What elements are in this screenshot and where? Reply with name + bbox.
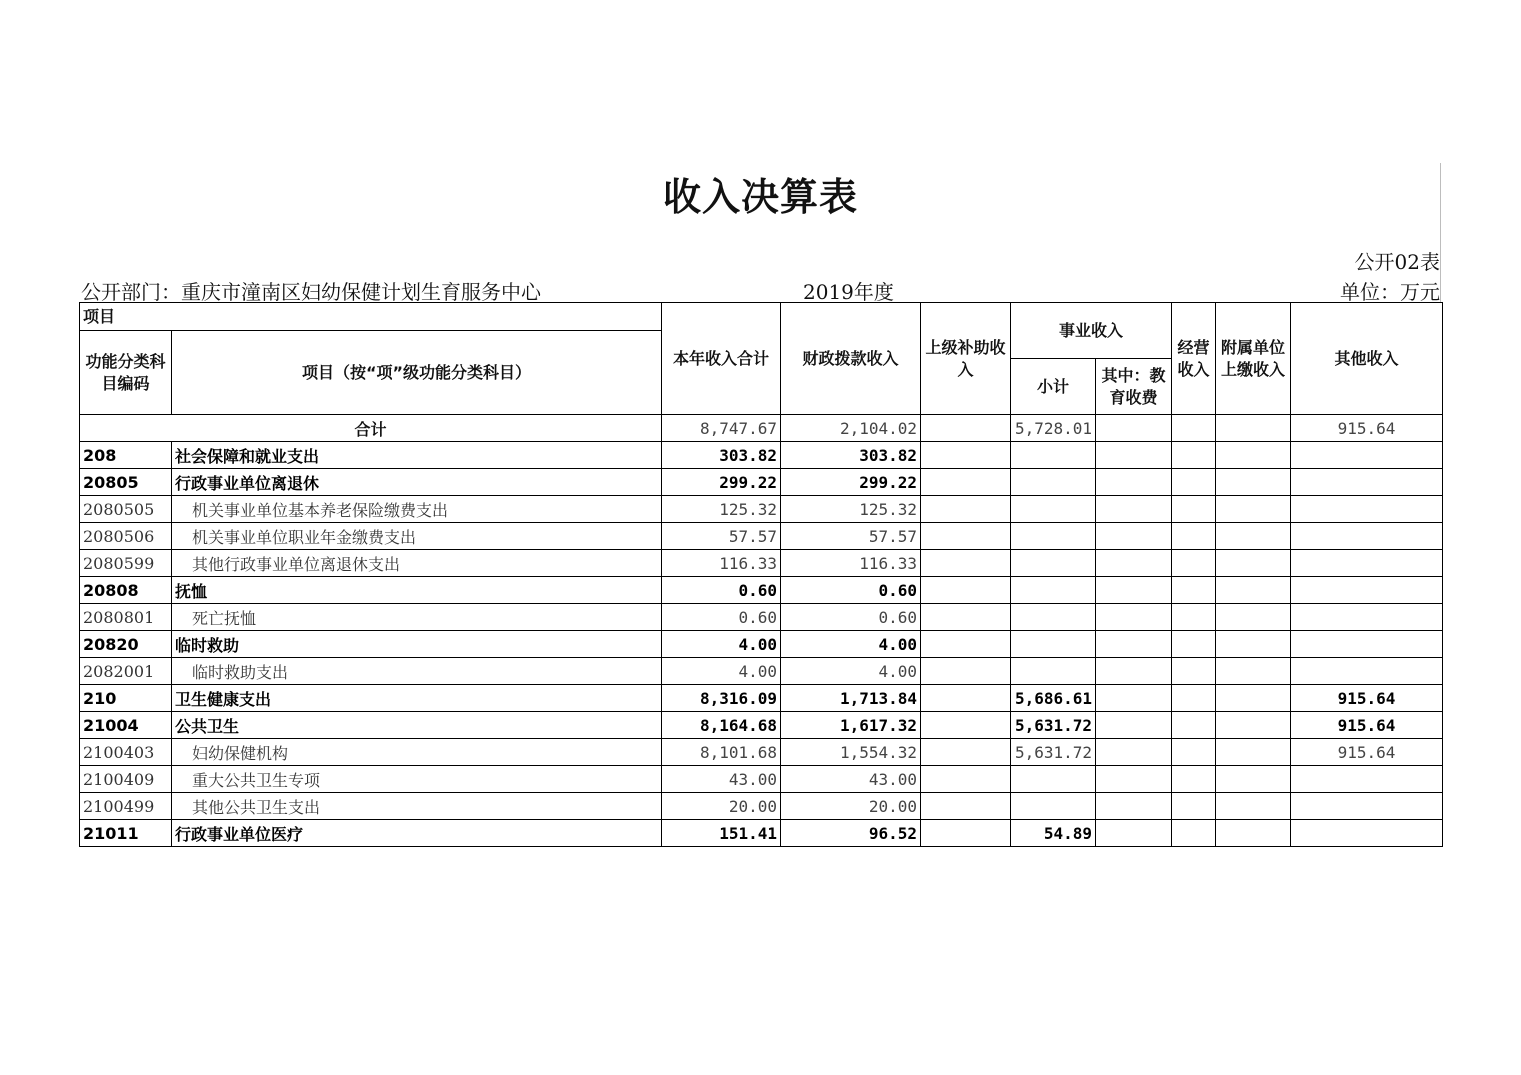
total-subtotal: 5,728.01 <box>1011 415 1096 442</box>
row-superior <box>921 739 1011 766</box>
row-superior <box>921 793 1011 820</box>
row-affiliate <box>1216 496 1291 523</box>
row-operating <box>1172 550 1216 577</box>
row-fiscal: 57.57 <box>781 523 921 550</box>
row-fiscal: 96.52 <box>781 820 921 847</box>
total-fiscal: 2,104.02 <box>781 415 921 442</box>
row-total: 20.00 <box>662 793 781 820</box>
row-total: 303.82 <box>662 442 781 469</box>
row-superior <box>921 658 1011 685</box>
row-name: 妇幼保健机构 <box>172 739 662 766</box>
row-operating <box>1172 739 1216 766</box>
row-superior <box>921 496 1011 523</box>
form-number: 公开02表 <box>1354 250 1440 274</box>
department-label: 公开部门：重庆市潼南区妇幼保健计划生育服务中心 <box>81 280 541 304</box>
row-edu <box>1096 469 1172 496</box>
row-code: 20805 <box>80 469 172 496</box>
row-affiliate <box>1216 658 1291 685</box>
row-subtotal <box>1011 496 1096 523</box>
fiscal-year: 2019年度 <box>803 280 894 304</box>
row-affiliate <box>1216 712 1291 739</box>
row-affiliate <box>1216 442 1291 469</box>
row-total: 151.41 <box>662 820 781 847</box>
unit-label: 单位：万元 <box>1340 280 1440 304</box>
row-affiliate <box>1216 766 1291 793</box>
row-edu <box>1096 550 1172 577</box>
table-row <box>80 604 1443 631</box>
row-affiliate <box>1216 631 1291 658</box>
row-total: 0.60 <box>662 577 781 604</box>
row-operating <box>1172 685 1216 712</box>
row-superior <box>921 766 1011 793</box>
row-operating <box>1172 577 1216 604</box>
header-item: 项目 <box>80 303 662 331</box>
row-name: 行政事业单位离退休 <box>172 469 662 496</box>
row-code: 21004 <box>80 712 172 739</box>
page-title: 收入决算表 <box>662 175 858 219</box>
row-fiscal: 20.00 <box>781 793 921 820</box>
row-other: 915.64 <box>1291 712 1443 739</box>
table-row <box>80 820 1443 847</box>
table-row <box>80 793 1443 820</box>
row-subtotal <box>1011 631 1096 658</box>
row-code: 21011 <box>80 820 172 847</box>
row-affiliate <box>1216 604 1291 631</box>
row-superior <box>921 604 1011 631</box>
row-edu <box>1096 523 1172 550</box>
row-superior <box>921 712 1011 739</box>
header-name: 项目（按“项”级功能分类科目） <box>172 331 662 415</box>
table-row <box>80 523 1443 550</box>
row-fiscal: 43.00 <box>781 766 921 793</box>
row-total: 8,101.68 <box>662 739 781 766</box>
header-total: 本年收入合计 <box>662 303 781 415</box>
header-fiscal: 财政拨款收入 <box>781 303 921 415</box>
table-row <box>80 631 1443 658</box>
row-code: 2100409 <box>80 766 172 793</box>
total-affiliate <box>1216 415 1291 442</box>
header-subtotal: 小计 <box>1011 359 1096 415</box>
table-row <box>80 658 1443 685</box>
row-code: 2082001 <box>80 658 172 685</box>
total-row <box>80 415 1443 442</box>
row-subtotal: 5,631.72 <box>1011 739 1096 766</box>
row-code: 2080506 <box>80 523 172 550</box>
row-fiscal: 4.00 <box>781 631 921 658</box>
row-edu <box>1096 739 1172 766</box>
row-code: 2080599 <box>80 550 172 577</box>
row-code: 2080801 <box>80 604 172 631</box>
row-name: 公共卫生 <box>172 712 662 739</box>
row-fiscal: 125.32 <box>781 496 921 523</box>
total-income: 8,747.67 <box>662 415 781 442</box>
row-total: 43.00 <box>662 766 781 793</box>
row-subtotal <box>1011 523 1096 550</box>
row-affiliate <box>1216 793 1291 820</box>
row-edu <box>1096 712 1172 739</box>
row-superior <box>921 469 1011 496</box>
row-fiscal: 0.60 <box>781 577 921 604</box>
row-affiliate <box>1216 685 1291 712</box>
total-operating <box>1172 415 1216 442</box>
row-other <box>1291 604 1443 631</box>
row-superior <box>921 577 1011 604</box>
table-row <box>80 766 1443 793</box>
row-total: 8,316.09 <box>662 685 781 712</box>
income-table <box>79 302 1443 847</box>
table-row <box>80 685 1443 712</box>
row-fiscal: 4.00 <box>781 658 921 685</box>
row-name: 机关事业单位基本养老保险缴费支出 <box>172 496 662 523</box>
row-fiscal: 299.22 <box>781 469 921 496</box>
row-subtotal: 5,631.72 <box>1011 712 1096 739</box>
header-other: 其他收入 <box>1291 303 1443 415</box>
row-subtotal <box>1011 766 1096 793</box>
row-other <box>1291 766 1443 793</box>
row-fiscal: 0.60 <box>781 604 921 631</box>
row-other <box>1291 523 1443 550</box>
row-fiscal: 116.33 <box>781 550 921 577</box>
row-fiscal: 1,554.32 <box>781 739 921 766</box>
row-subtotal <box>1011 604 1096 631</box>
row-edu <box>1096 820 1172 847</box>
header-code: 功能分类科目编码 <box>80 331 172 415</box>
row-superior <box>921 442 1011 469</box>
row-superior <box>921 631 1011 658</box>
header-operating: 经营收入 <box>1172 303 1216 415</box>
row-total: 0.60 <box>662 604 781 631</box>
row-name: 临时救助 <box>172 631 662 658</box>
row-edu <box>1096 658 1172 685</box>
row-subtotal: 5,686.61 <box>1011 685 1096 712</box>
row-operating <box>1172 604 1216 631</box>
row-affiliate <box>1216 469 1291 496</box>
row-total: 125.32 <box>662 496 781 523</box>
header-affiliate: 附属单位上缴收入 <box>1216 303 1291 415</box>
row-other: 915.64 <box>1291 739 1443 766</box>
row-code: 2080505 <box>80 496 172 523</box>
table-row <box>80 442 1443 469</box>
row-other <box>1291 550 1443 577</box>
row-operating <box>1172 496 1216 523</box>
row-fiscal: 1,617.32 <box>781 712 921 739</box>
row-operating <box>1172 442 1216 469</box>
row-affiliate <box>1216 739 1291 766</box>
table-row <box>80 739 1443 766</box>
table-row <box>80 712 1443 739</box>
row-superior <box>921 685 1011 712</box>
row-name: 社会保障和就业支出 <box>172 442 662 469</box>
row-other <box>1291 820 1443 847</box>
row-total: 4.00 <box>662 658 781 685</box>
row-name: 机关事业单位职业年金缴费支出 <box>172 523 662 550</box>
header-superior: 上级补助收入 <box>921 303 1011 415</box>
total-label: 合计 <box>80 415 662 442</box>
row-code: 20820 <box>80 631 172 658</box>
row-edu <box>1096 793 1172 820</box>
row-total: 299.22 <box>662 469 781 496</box>
row-subtotal <box>1011 469 1096 496</box>
row-other <box>1291 658 1443 685</box>
row-fiscal: 303.82 <box>781 442 921 469</box>
row-name: 其他公共卫生支出 <box>172 793 662 820</box>
row-subtotal <box>1011 550 1096 577</box>
header-business: 事业收入 <box>1011 303 1172 359</box>
row-name: 卫生健康支出 <box>172 685 662 712</box>
row-subtotal <box>1011 793 1096 820</box>
row-fiscal: 1,713.84 <box>781 685 921 712</box>
row-superior <box>921 820 1011 847</box>
row-code: 210 <box>80 685 172 712</box>
row-superior <box>921 523 1011 550</box>
table-row <box>80 577 1443 604</box>
total-other: 915.64 <box>1291 415 1443 442</box>
row-edu <box>1096 631 1172 658</box>
row-total: 116.33 <box>662 550 781 577</box>
row-affiliate <box>1216 820 1291 847</box>
row-total: 57.57 <box>662 523 781 550</box>
row-operating <box>1172 793 1216 820</box>
row-operating <box>1172 631 1216 658</box>
header-edu: 其中：教育收费 <box>1096 359 1172 415</box>
row-operating <box>1172 658 1216 685</box>
row-affiliate <box>1216 523 1291 550</box>
row-name: 行政事业单位医疗 <box>172 820 662 847</box>
row-other <box>1291 631 1443 658</box>
row-code: 20808 <box>80 577 172 604</box>
row-total: 4.00 <box>662 631 781 658</box>
row-superior <box>921 550 1011 577</box>
row-name: 重大公共卫生专项 <box>172 766 662 793</box>
row-edu <box>1096 496 1172 523</box>
row-affiliate <box>1216 550 1291 577</box>
row-subtotal <box>1011 658 1096 685</box>
row-operating <box>1172 523 1216 550</box>
row-edu <box>1096 577 1172 604</box>
row-name: 临时救助支出 <box>172 658 662 685</box>
row-code: 2100499 <box>80 793 172 820</box>
row-operating <box>1172 820 1216 847</box>
table-row <box>80 496 1443 523</box>
row-other <box>1291 577 1443 604</box>
row-edu <box>1096 604 1172 631</box>
row-edu <box>1096 766 1172 793</box>
row-subtotal <box>1011 577 1096 604</box>
row-subtotal <box>1011 442 1096 469</box>
table-row <box>80 550 1443 577</box>
row-affiliate <box>1216 577 1291 604</box>
row-operating <box>1172 469 1216 496</box>
row-code: 208 <box>80 442 172 469</box>
row-other <box>1291 442 1443 469</box>
row-edu <box>1096 442 1172 469</box>
row-total: 8,164.68 <box>662 712 781 739</box>
row-name: 其他行政事业单位离退休支出 <box>172 550 662 577</box>
row-operating <box>1172 766 1216 793</box>
table-row <box>80 469 1443 496</box>
row-other: 915.64 <box>1291 685 1443 712</box>
row-edu <box>1096 685 1172 712</box>
row-name: 死亡抚恤 <box>172 604 662 631</box>
row-code: 2100403 <box>80 739 172 766</box>
row-other <box>1291 469 1443 496</box>
row-other <box>1291 496 1443 523</box>
row-operating <box>1172 712 1216 739</box>
row-other <box>1291 793 1443 820</box>
total-superior <box>921 415 1011 442</box>
row-name: 抚恤 <box>172 577 662 604</box>
row-subtotal: 54.89 <box>1011 820 1096 847</box>
total-edu <box>1096 415 1172 442</box>
